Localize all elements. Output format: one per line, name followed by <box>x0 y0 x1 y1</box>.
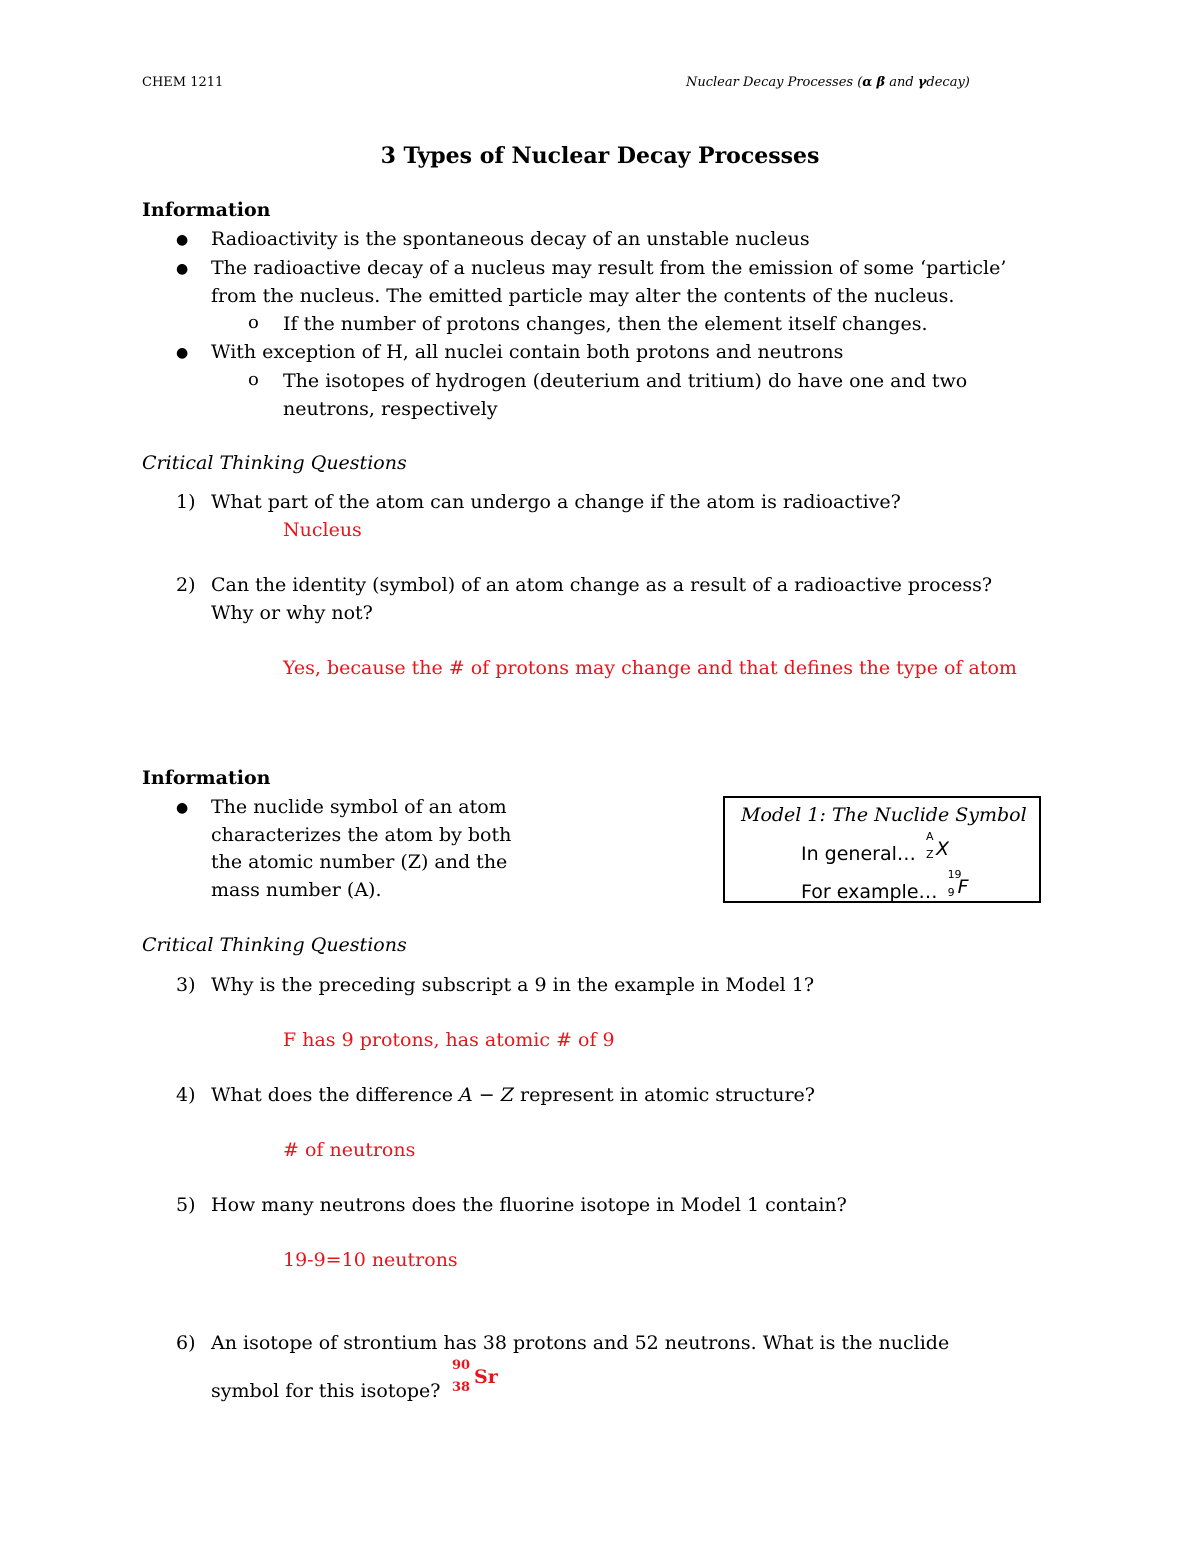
bullet-icon: ● <box>176 800 189 816</box>
question-1: What part of the atom can undergo a change if the atom is radioactive? <box>211 491 901 513</box>
info-bullet-1: Radioactivity is the spontaneous decay of an unstable nucleus <box>211 228 810 250</box>
info-bullet-3: With exception of H, all nuclei contain both protons and neutrons <box>211 341 844 363</box>
header-topic-suffix: decay) <box>926 75 970 90</box>
example-nuclide-symbol <box>944 868 970 899</box>
example-element-symbol: F <box>957 876 969 898</box>
question-4-expression: A − Z <box>459 1084 514 1106</box>
question-number: 6) <box>176 1332 196 1354</box>
question-6: An isotope of strontium has 38 protons and 52 neutrons. What is the nuclide <box>211 1332 950 1354</box>
question-number: 2) <box>176 574 196 596</box>
model-example-label: For example… <box>801 881 938 903</box>
example-atomic-number: 9 <box>947 886 955 899</box>
header-topic <box>686 75 970 90</box>
information-heading-1: Information <box>142 199 271 221</box>
answer-2: Yes, because the # of protons may change and that defines the type of atom <box>283 657 1017 679</box>
sub-bullet-icon: o <box>248 312 259 333</box>
general-nuclide-symbol <box>922 830 949 861</box>
bullet-icon: ● <box>176 345 189 361</box>
question-number: 1) <box>176 491 196 513</box>
model-1-box <box>723 796 1041 903</box>
bullet-icon: ● <box>176 261 189 277</box>
question-number: 3) <box>176 974 196 996</box>
question-4-post: represent in atomic structure? <box>513 1084 815 1106</box>
question-6-cont: symbol for this isotope? <box>211 1380 441 1402</box>
ctq-heading-1: Critical Thinking Questions <box>142 452 407 474</box>
beta-symbol: β <box>876 75 886 90</box>
general-atomic-number: Z <box>925 848 934 861</box>
nuclide-info-line: characterizes the atom by both <box>211 824 512 846</box>
question-number: 5) <box>176 1194 196 1216</box>
answer-3: F has 9 protons, has atomic # of 9 <box>283 1029 615 1051</box>
model-example-line <box>801 868 970 903</box>
answer-6-mass-number: 90 <box>452 1358 471 1373</box>
info-sub-bullet-1: If the number of protons changes, then the element itself changes. <box>283 313 928 335</box>
model-title: Model 1: The Nuclide Symbol <box>741 804 1027 826</box>
header-and: and <box>889 75 914 90</box>
nuclide-info-line: The nuclide symbol of an atom <box>211 796 507 818</box>
course-code: CHEM 1211 <box>142 75 224 90</box>
information-heading-2: Information <box>142 767 271 789</box>
gamma-symbol: γ <box>917 75 927 90</box>
general-mass-number: A <box>925 830 934 843</box>
nuclide-info-line: mass number (A). <box>211 879 382 901</box>
answer-4: # of neutrons <box>283 1139 416 1161</box>
ctq-heading-2: Critical Thinking Questions <box>142 934 407 956</box>
info-bullet-2-cont: from the nucleus. The emitted particle may alter the contents of the nucleus. <box>211 285 955 307</box>
answer-1: Nucleus <box>283 519 362 541</box>
info-sub-bullet-2-cont: neutrons, respectively <box>283 398 498 420</box>
question-2-cont: Why or why not? <box>211 602 373 624</box>
nuclide-info-line: the atomic number (Z) and the <box>211 851 508 873</box>
info-bullet-2: The radioactive decay of a nucleus may result from the emission of some ‘particle’ <box>211 257 1007 279</box>
question-number: 4) <box>176 1084 196 1106</box>
answer-6-atomic-number: 38 <box>452 1380 471 1395</box>
alpha-symbol: α <box>862 75 873 90</box>
answer-6-element-symbol: Sr <box>474 1366 498 1388</box>
question-4 <box>211 1084 815 1106</box>
bullet-icon: ● <box>176 232 189 248</box>
question-5: How many neutrons does the fluorine isotope in Model 1 contain? <box>211 1194 847 1216</box>
general-element-symbol: X <box>935 838 949 860</box>
answer-5: 19-9=10 neutrons <box>283 1249 458 1271</box>
example-mass-number: 19 <box>947 868 962 881</box>
sub-bullet-icon: o <box>248 369 259 390</box>
model-general-label: In general… <box>801 843 916 865</box>
info-sub-bullet-2: The isotopes of hydrogen (deuterium and tritium) do have one and two <box>283 370 968 392</box>
page-title: 3 Types of Nuclear Decay Processes <box>380 143 820 169</box>
question-4-pre: What does the difference <box>211 1084 460 1106</box>
question-2: Can the identity (symbol) of an atom change as a result of a radioactive process? <box>211 574 993 596</box>
model-general-line <box>801 830 949 865</box>
header-topic-prefix: Nuclear Decay Processes ( <box>686 75 863 90</box>
question-3: Why is the preceding subscript a 9 in the example in Model 1? <box>211 974 815 996</box>
